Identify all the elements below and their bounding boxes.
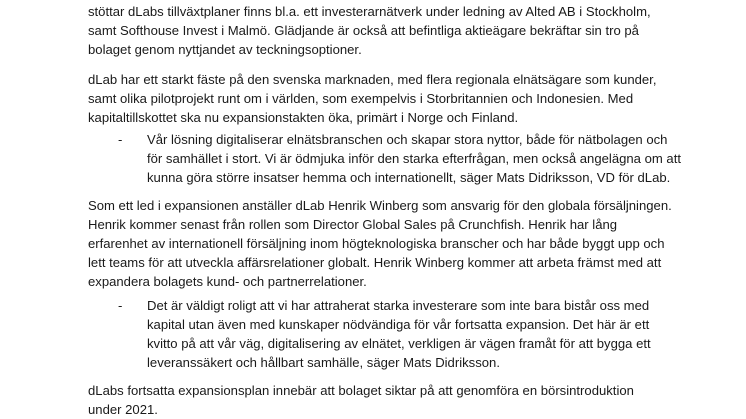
text-line: Henrik kommer senast från rollen som Director Global Sales på Crunchfish. Henrik har lång xyxy=(88,217,618,232)
text-line: Det är väldigt roligt att vi har attraherat starka investerare som inte bara bistår oss med xyxy=(147,298,650,313)
text-line: under 2021. xyxy=(88,402,158,417)
text-line: kvitto på att vår väg, digitalisering av elnätet, verkligen är vägen framåt för att bygga ett xyxy=(147,336,651,351)
text-line: dLab har ett starkt fäste på den svenska marknaden, med flera regionala elnätsägare som kunder, xyxy=(88,72,657,87)
text-line: bolaget genom nyttjandet av teckningsoptioner. xyxy=(88,42,362,57)
text-line: kunna göra större insatser hemma och internationellt, säger Mats Didriksson, VD för dLab. xyxy=(147,170,671,185)
text-line: stöttar dLabs tillväxtplaner finns bl.a. ett investerarnätverk under ledning av Alted AB i Stockholm, xyxy=(88,4,651,19)
paragraph-market xyxy=(88,70,688,127)
text-line: leveranssäkert och hållbart samhälle, säger Mats Didriksson. xyxy=(147,355,500,370)
bullet-dash: - xyxy=(118,298,123,313)
text-line: dLabs fortsatta expansionsplan innebär att bolaget siktar på att genomföra en börsintroduktion xyxy=(88,383,634,398)
paragraph-ipo xyxy=(88,381,688,419)
text-line: för samhället i stort. Vi är ödmjuka inför den starka efterfrågan, men också angelägna om att xyxy=(147,151,681,166)
text-line: erfarenhet av internationell försäljning inom högteknologiska branscher och har både byggt upp och xyxy=(88,236,665,251)
paragraph-investors xyxy=(88,2,688,59)
bullet-dash: - xyxy=(118,132,123,147)
text-line: Vår lösning digitaliserar elnätsbranschen och skapar stora nyttor, både för nätbolagen och xyxy=(147,132,668,147)
paragraph-hiring xyxy=(88,196,688,291)
text-line: lett teams för att utveckla affärsrelationer globalt. Henrik Winberg kommer att arbeta främst med att xyxy=(88,255,662,270)
text-line: kapital utan även med kunskaper nödvändiga för vår fortsatta expansion. Det här är ett xyxy=(147,317,650,332)
text-line: kapitaltillskottet ska nu expansionstakten öka, primärt i Norge och Finland. xyxy=(88,110,519,125)
text-line: expandera bolagets kund- och partnerrelationer. xyxy=(88,274,367,289)
text-line: samt Softhouse Invest i Malmö. Glädjande är också att befintliga aktieägare bekräftar sin tro på xyxy=(88,23,639,38)
text-line: Som ett led i expansionen anställer dLab Henrik Winberg som ansvarig för den globala försäljningen. xyxy=(88,198,672,213)
text-line: samt olika pilotprojekt runt om i världen, som exempelvis i Storbritannien och Indonesien. Med xyxy=(88,91,634,106)
